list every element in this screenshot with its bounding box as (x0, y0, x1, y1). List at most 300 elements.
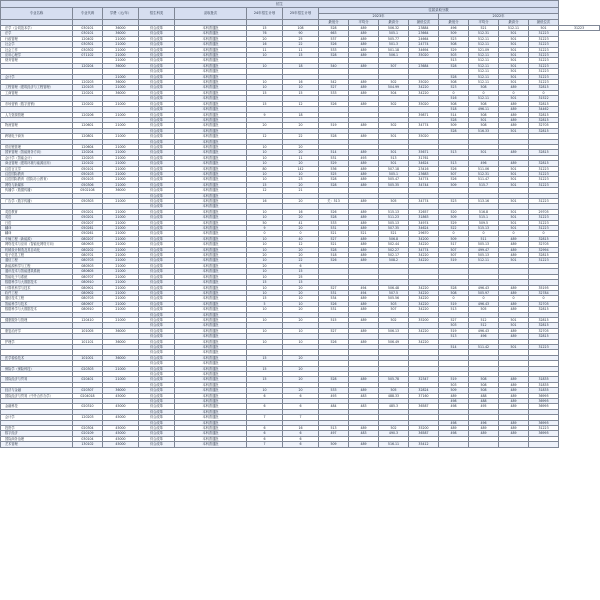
table-cell: 32815 (529, 128, 559, 133)
table-cell: 34624 (409, 226, 439, 231)
table-cell: 20 (283, 150, 319, 155)
table-cell: 501 (499, 344, 529, 349)
table-cell: 501 (499, 58, 529, 63)
table-cell: 12 (247, 134, 283, 139)
table-cell: 512 (469, 317, 499, 322)
major-name-cell: 汉语言文学 (1, 166, 73, 171)
major-name-cell: 国际经济与贸易（中外合作办学） (1, 393, 73, 398)
table-cell: 505.47 (379, 177, 409, 182)
table-cell: 本科普通批 (175, 139, 247, 144)
table-cell: 综合改革 (139, 80, 175, 85)
table-cell: 21000 (103, 74, 139, 79)
table-cell: 本科普通批 (175, 382, 247, 387)
table-cell: 本科普通批 (175, 236, 247, 241)
table-cell: 050207 (73, 220, 103, 225)
table-cell: 489 (349, 161, 379, 166)
table-cell: 综合改革 (139, 274, 175, 279)
table-cell: 本科普通批 (175, 442, 247, 447)
table-cell: 34220 (409, 85, 439, 90)
table-cell: 32815 (529, 117, 559, 122)
table-cell: 本科普通批 (175, 101, 247, 106)
table-cell: 489 (499, 85, 529, 90)
table-cell: 25 (283, 274, 319, 279)
table-cell: 489 (349, 247, 379, 252)
table-cell: 503 (439, 382, 469, 387)
table-cell: 10 (247, 150, 283, 155)
table-cell: 489 (499, 247, 529, 252)
table-cell: 513 (379, 155, 409, 160)
table-cell: 489 (349, 377, 379, 382)
table-cell: 080707 (73, 274, 103, 279)
table-cell (499, 442, 529, 447)
table-cell: 526 (319, 209, 349, 214)
table-cell: 496.43 (469, 328, 499, 333)
major-name-cell: 医学检验技术 (1, 355, 73, 360)
table-cell: 101001 (73, 355, 103, 360)
major-name-cell: 国际经济与贸易 (1, 377, 73, 382)
table-cell: 31223 (529, 53, 559, 58)
table-cell: 本科普通批 (175, 399, 247, 404)
table-cell: 综合改革 (139, 382, 175, 387)
table-cell: 本科普通批 (175, 47, 247, 52)
table-cell: 综合改革 (139, 231, 175, 236)
table-cell: 528 (319, 182, 349, 187)
table-cell: 22 (283, 134, 319, 139)
table-cell: 综合改革 (139, 26, 175, 31)
table-cell: 030104 (73, 436, 103, 441)
table-cell: 526 (319, 339, 349, 344)
table-row (1, 112, 600, 117)
major-name-cell: 会计学 (1, 74, 73, 79)
table-cell: 本科普通批 (175, 177, 247, 182)
table-cell: 526 (439, 177, 469, 182)
major-name-cell: 传播学（数据传播） (1, 188, 73, 193)
table-cell: 502 (379, 123, 409, 128)
table-cell: 514 (439, 344, 469, 349)
table-cell: 505 (379, 199, 409, 204)
table-cell: 本科普通批 (175, 317, 247, 322)
table-cell: 020109 (73, 431, 103, 436)
table-cell: 综合改革 (139, 323, 175, 328)
table-cell: 489 (499, 426, 529, 431)
table-cell: 528 (439, 63, 469, 68)
table-cell (439, 442, 469, 447)
year-2022: 2022年 (439, 14, 559, 20)
table-cell: 31835 (529, 382, 559, 387)
table-cell: 519 (319, 123, 349, 128)
table-cell: 120601 (73, 123, 103, 128)
table-cell: 综合改革 (139, 366, 175, 371)
table-cell: 45000 (103, 436, 139, 441)
table-cell: 496 (469, 334, 499, 339)
table-cell: 030101 (73, 31, 103, 36)
table-cell: 6 (247, 431, 283, 436)
table-cell: 21000 (103, 150, 139, 155)
table-cell: 综合改革 (139, 134, 175, 139)
major-name-cell: 跨境电子商务 (1, 134, 73, 139)
table-cell: 507.35 (379, 226, 409, 231)
table-cell: 本科普通批 (175, 285, 247, 290)
table-cell: 489 (349, 26, 379, 31)
table-cell: 35020 (409, 134, 439, 139)
score-header-min-b: 最低分 (439, 20, 469, 26)
table-row (1, 236, 600, 241)
table-cell: 489 (499, 117, 529, 122)
table-cell: 34220 (409, 285, 439, 290)
table-cell: 6 (283, 263, 319, 268)
table-cell: 本科普通批 (175, 269, 247, 274)
table-cell: 综合改革 (139, 161, 175, 166)
table-row (1, 393, 600, 398)
table-cell: 509 (439, 31, 469, 36)
table-row (1, 31, 600, 36)
table-cell: 501 (379, 134, 409, 139)
table-cell: 050261 (73, 226, 103, 231)
table-cell: 综合改革 (139, 69, 175, 74)
major-name-cell: 法学 (1, 31, 73, 36)
table-cell: 10 (283, 171, 319, 176)
table-cell: 本科普通批 (175, 280, 247, 285)
major-name-cell: 人力资源管理 (1, 112, 73, 117)
table-cell: 本科普通批 (175, 117, 247, 122)
table-cell: 506.8 (379, 236, 409, 241)
table-cell: 0 (469, 90, 499, 95)
table-cell: 489 (499, 388, 529, 393)
table-cell: 20 (283, 144, 319, 149)
table-cell: 493 (319, 393, 349, 398)
table-cell: 32347 (409, 377, 439, 382)
table-cell: 11 (283, 47, 319, 52)
table-cell: 489 (469, 431, 499, 436)
table-cell: 35412 (409, 442, 439, 447)
table-cell: 本科普通批 (175, 344, 247, 349)
major-name-cell: 投资学 (1, 426, 73, 431)
table-cell: 综合改革 (139, 247, 175, 252)
table-cell: 本科普通批 (175, 274, 247, 279)
table-cell: 31223 (529, 220, 559, 225)
table-cell: 综合改革 (139, 42, 175, 47)
table-cell: 7 (283, 415, 319, 420)
table-cell: 142 (283, 166, 319, 171)
table-cell: 505.13 (379, 220, 409, 225)
table-cell: 0 (529, 90, 559, 95)
table-cell: 489 (469, 426, 499, 431)
major-name-cell: 应用心理学 (1, 53, 73, 58)
table-cell: 本科普通批 (175, 388, 247, 393)
table-cell: 529 (439, 47, 469, 52)
table-cell: 531 (319, 226, 349, 231)
table-cell: 20 (247, 36, 283, 41)
table-cell: 489 (349, 442, 379, 447)
table-cell: 490.3 (379, 431, 409, 436)
table-cell: 519 (439, 301, 469, 306)
table-cell: 综合改革 (139, 350, 175, 355)
table-cell: 512.11 (499, 26, 529, 31)
table-cell: 21000 (103, 377, 139, 382)
table-cell: 综合改革 (139, 442, 175, 447)
table-cell: 483 (349, 431, 379, 436)
table-cell: 34774 (409, 247, 439, 252)
table-cell: 515.13 (469, 226, 499, 231)
table-cell: 综合改革 (139, 220, 175, 225)
table-cell: 本科普通批 (175, 372, 247, 377)
table-cell: 503 (439, 323, 469, 328)
major-name-cell: 数字经济 (1, 431, 73, 436)
table-cell: 45000 (103, 415, 139, 420)
table-cell: 本科普通批 (175, 63, 247, 68)
major-name-cell: 国际商务治理 (1, 436, 73, 441)
table-cell: 0 (247, 231, 283, 236)
table-cell: 34220 (409, 307, 439, 312)
table-row (1, 301, 600, 306)
table-cell: 489 (499, 150, 529, 155)
table-cell: 489 (499, 290, 529, 295)
major-name-cell: 机械设计制造及其自动化 (1, 247, 73, 252)
table-cell: 综合改革 (139, 123, 175, 128)
table-cell: 16 (247, 199, 283, 204)
table-cell: 533 (319, 90, 349, 95)
col-past-scores: 往届录取分数 (319, 8, 559, 14)
table-cell: 综合改革 (139, 415, 175, 420)
table-cell: 34774 (409, 177, 439, 182)
table-cell: 21000 (103, 285, 139, 290)
table-cell: 21000 (103, 161, 139, 166)
table-cell: 12 (283, 242, 319, 247)
table-cell: 本科普通批 (175, 171, 247, 176)
major-name-cell: 翻译 (1, 231, 73, 236)
major-name-cell: 金融科技 (1, 404, 73, 409)
table-cell: 505.13 (469, 253, 499, 258)
table-cell: 512.11 (469, 80, 499, 85)
table-cell: 32815 (529, 101, 559, 106)
table-cell: 综合改革 (139, 280, 175, 285)
table-cell: 34220 (409, 301, 439, 306)
table-cell: 501.18 (379, 47, 409, 52)
table-row (1, 171, 600, 176)
table-cell: 527 (319, 236, 349, 241)
table-cell: 31863 (409, 215, 439, 220)
table-cell: 501 (499, 177, 529, 182)
table-cell: 本科普通批 (175, 393, 247, 398)
table-cell: 10 (247, 53, 283, 58)
table-cell: 综合改革 (139, 307, 175, 312)
col-code: 专业代码 (73, 8, 103, 20)
col-plan-24: 24年招生计划 (247, 8, 283, 20)
table-cell: 7 (247, 415, 283, 420)
table-cell: 21000 (103, 215, 139, 220)
table-cell: 本科普通批 (175, 85, 247, 90)
table-cell: 31223 (529, 31, 559, 36)
table-cell: 050306 (73, 182, 103, 187)
score-header-avg-a: 平均分 (349, 20, 379, 26)
table-cell: 31835 (529, 377, 559, 382)
table-cell: 489 (349, 258, 379, 263)
col-tuition: 学费（元/年） (103, 8, 139, 20)
table-cell: 080207 (73, 236, 103, 241)
table-cell: 528 (319, 53, 349, 58)
table-cell: 502.44 (379, 242, 409, 247)
table-cell: 20 (283, 123, 319, 128)
major-name-cell: 财务管理 (1, 58, 73, 63)
table-cell: 综合改革 (139, 188, 175, 193)
table-cell: 6 (247, 436, 283, 441)
table-cell: 10 (247, 274, 283, 279)
table-row (1, 209, 600, 214)
table-cell: 501 (499, 226, 529, 231)
table-cell: 512.11 (469, 96, 499, 101)
table-cell: 496 (439, 26, 469, 31)
table-cell: 45000 (103, 426, 139, 431)
table-cell: 020310 (73, 404, 103, 409)
table-cell: 综合改革 (139, 344, 175, 349)
table-cell: 506.1 (379, 53, 409, 58)
table-row (1, 258, 600, 263)
table-cell: 20 (283, 161, 319, 166)
table-cell: 528 (439, 128, 469, 133)
table-cell: 18 (283, 63, 319, 68)
table-cell: 本科普通批 (175, 193, 247, 198)
table-cell: 10 (247, 258, 283, 263)
table-cell: 496 (469, 161, 499, 166)
table-cell: 32815 (529, 236, 559, 241)
table-cell: 489 (349, 426, 379, 431)
table-cell: 综合改革 (139, 361, 175, 366)
table-cell: 16 (283, 426, 319, 431)
table-cell: 综合改革 (139, 107, 175, 112)
table-cell: 080910 (73, 307, 103, 312)
major-name-cell: 会计学 (1, 415, 73, 420)
table-cell: 21000 (103, 258, 139, 263)
table-row (1, 63, 600, 68)
table-cell: 本科普通批 (175, 199, 247, 204)
major-name-cell: 数据科学与大数据技术 (1, 307, 73, 312)
table-cell: 517 (439, 242, 469, 247)
table-cell: 513 (319, 426, 349, 431)
table-cell: 502 (379, 80, 409, 85)
major-name-cell: 健康服务与管理 (1, 317, 73, 322)
table-cell: 31223 (529, 258, 559, 263)
table-cell: 21000 (103, 171, 139, 176)
table-cell: 20 (247, 253, 283, 258)
table-row (1, 426, 600, 431)
table-cell: 本科普通批 (175, 307, 247, 312)
table-cell: 501 (499, 323, 529, 328)
table-cell: 本科普通批 (175, 436, 247, 441)
table-cell: 22 (283, 42, 319, 47)
table-cell: 120604 (73, 144, 103, 149)
table-cell: 36000 (103, 63, 139, 68)
table-cell: 21000 (103, 182, 139, 187)
major-name-cell: 通信工程 (1, 258, 73, 263)
table-cell: 10 (283, 85, 319, 90)
table-cell: 34200 (409, 236, 439, 241)
table-cell: 509.5 (469, 220, 499, 225)
table-cell: 501 (499, 63, 529, 68)
table-cell: 508 (439, 80, 469, 85)
table-cell: 20 (283, 226, 319, 231)
table-cell: 501 (499, 96, 529, 101)
table-cell: 21000 (103, 144, 139, 149)
table-cell: 32657 (409, 209, 439, 214)
table-cell: 508 (469, 382, 499, 387)
table-cell: 32705 (529, 123, 559, 128)
table-cell: 521 (469, 26, 499, 31)
major-name-cell: 数据科学与大数据技术 (1, 280, 73, 285)
table-cell: 21000 (103, 242, 139, 247)
table-cell: 45000 (103, 442, 139, 447)
table-cell: 501 (499, 80, 529, 85)
table-cell: 35020 (409, 53, 439, 58)
table-cell: 36000 (103, 80, 139, 85)
table-cell: 10 (247, 155, 283, 160)
table-cell: 本科普通批 (175, 258, 247, 263)
table-cell: 514 (439, 112, 469, 117)
table-cell: 45000 (103, 404, 139, 409)
table-cell: 498 (439, 431, 469, 436)
table-cell: 45000 (103, 393, 139, 398)
table-cell: 489 (499, 161, 529, 166)
table-cell: 综合改革 (139, 204, 175, 209)
table-cell: 526 (319, 42, 349, 47)
table-cell: 523 (439, 36, 469, 41)
table-cell: 0 (499, 90, 529, 95)
table-cell: 120801 (73, 134, 103, 139)
table-row (1, 253, 600, 258)
table-cell: 501 (499, 42, 529, 47)
table-cell: 31223 (529, 69, 559, 74)
table-cell: 525 (319, 171, 349, 176)
table-cell: 120204 (73, 150, 103, 155)
table-cell: 综合改革 (139, 117, 175, 122)
table-cell: 31223 (529, 171, 559, 176)
table-cell: 34220 (409, 90, 439, 95)
table-cell: 080903 (73, 242, 103, 247)
table-cell: 6 (283, 436, 319, 441)
table-cell: 21000 (103, 209, 139, 214)
table-cell: 16 (283, 80, 319, 85)
table-cell: 21000 (103, 247, 139, 252)
table-cell: 489 (349, 301, 379, 306)
table-cell: 489 (499, 285, 529, 290)
table-cell: 综合改革 (139, 253, 175, 258)
table-cell: 综合改革 (139, 182, 175, 187)
table-cell: 529 (319, 161, 349, 166)
table-cell: 本科普通批 (175, 53, 247, 58)
table-cell: 489 (349, 42, 379, 47)
table-cell: 36995 (529, 404, 559, 409)
table-cell: 32815 (529, 161, 559, 166)
table-cell: 34462 (529, 107, 559, 112)
table-cell: 本科普通批 (175, 112, 247, 117)
table-cell: 36995 (529, 431, 559, 436)
table-cell: 505.97 (469, 290, 499, 295)
table-cell: 21000 (103, 166, 139, 171)
table-cell: 31223 (529, 63, 559, 68)
table-cell: 10 (283, 339, 319, 344)
table-cell: 504 (379, 90, 409, 95)
table-cell: 020304 (73, 426, 103, 431)
table-cell: 120202 (73, 101, 103, 106)
table-cell: 本科普通批 (175, 128, 247, 133)
table-cell: 0 (469, 296, 499, 301)
table-cell: 080703 (73, 258, 103, 263)
table-cell: 489 (349, 47, 379, 52)
table-cell: 31223 (529, 199, 559, 204)
table-cell: 10 (247, 209, 283, 214)
table-cell: 501 (499, 47, 529, 52)
table-cell: 542 (319, 80, 349, 85)
table-cell: 050201 (73, 215, 103, 220)
